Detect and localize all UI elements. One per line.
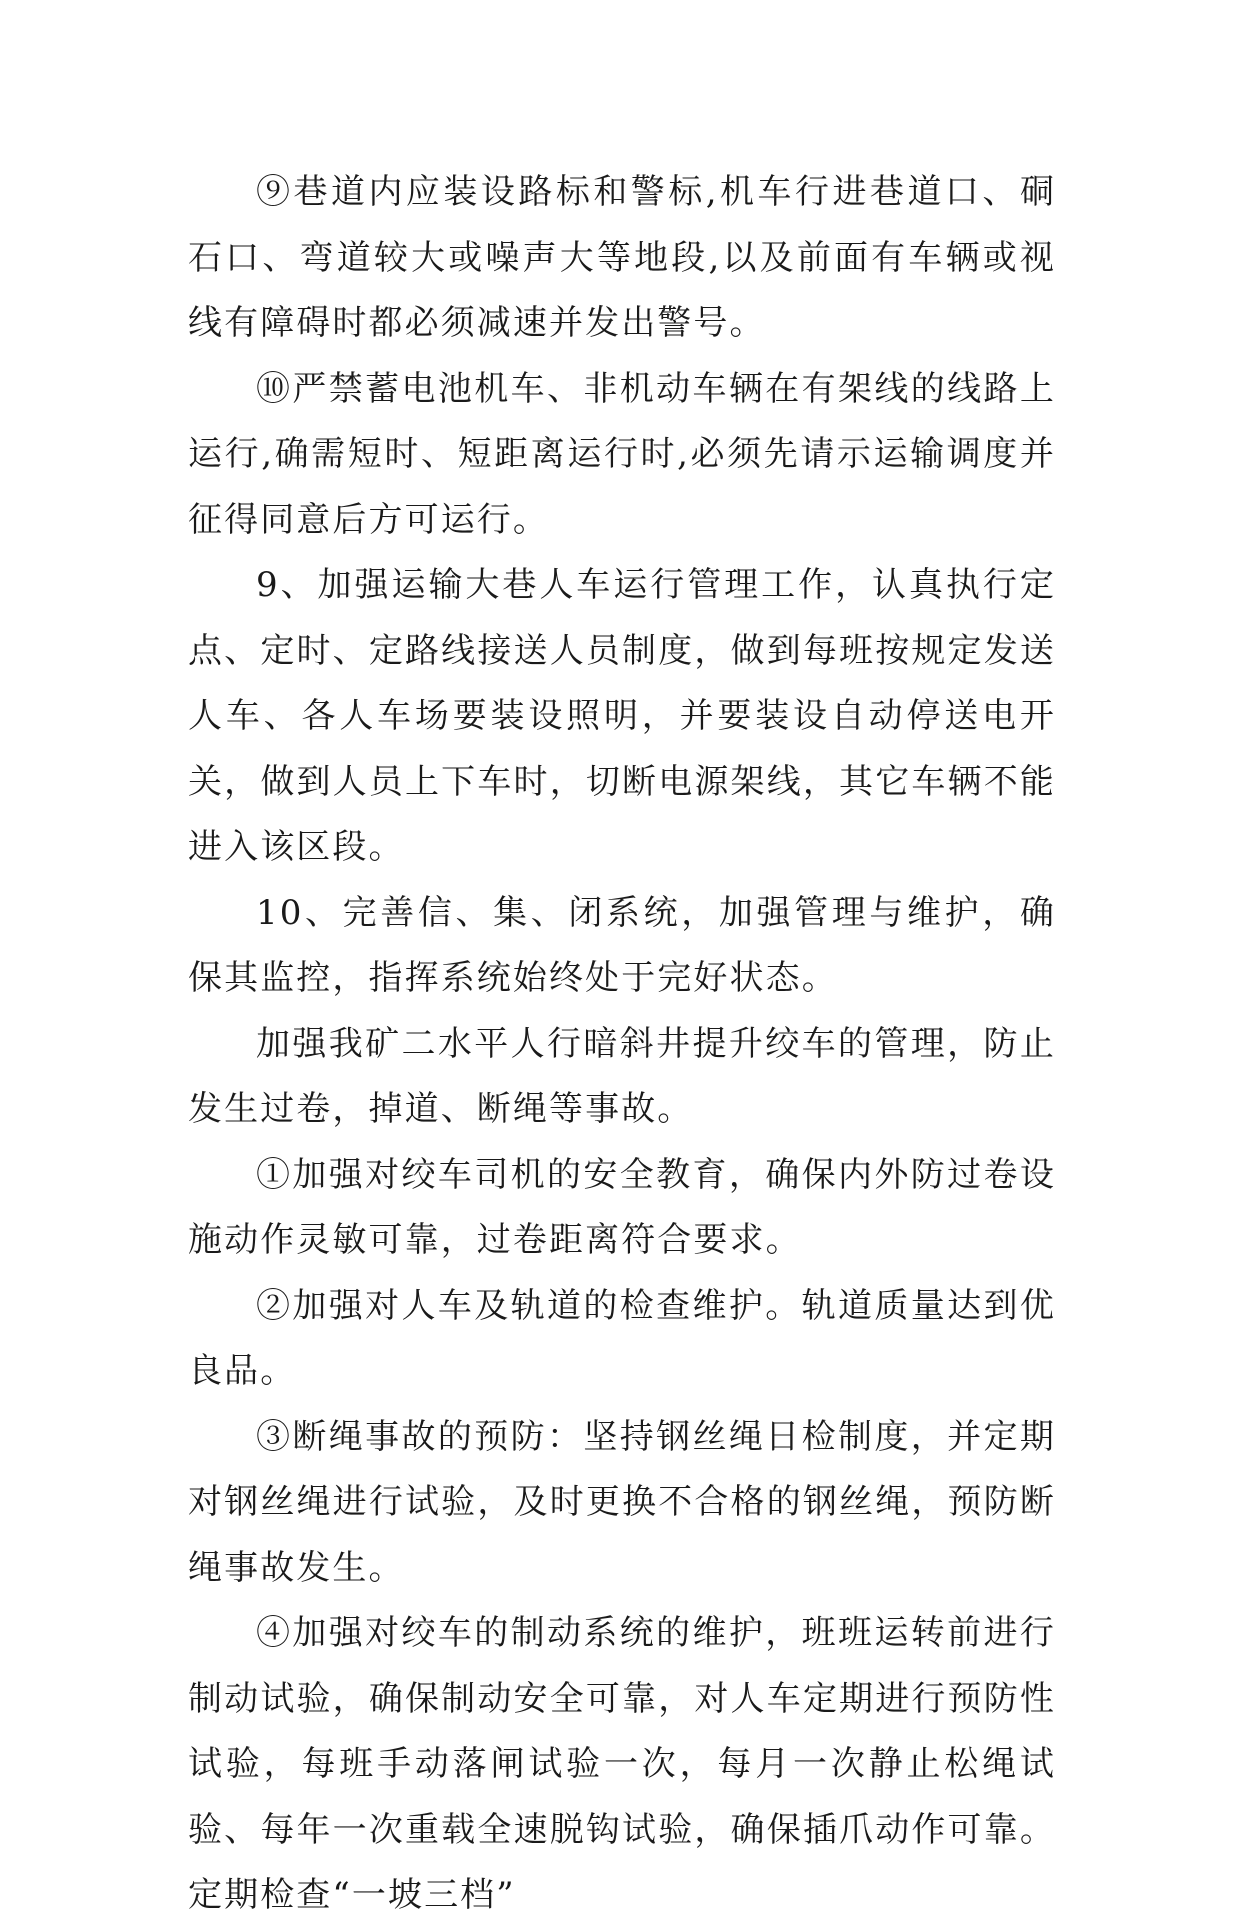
paragraph-item-3-rope-break: ③断绳事故的预防：坚持钢丝绳日检制度，并定期对钢丝绳进行试验，及时更换不合格的钢丝绳，预防断绳事故发生。 (188, 1416, 1056, 1588)
document-body (188, 160, 1056, 1929)
paragraph-incline-winch: 加强我矿二水平人行暗斜井提升绞车的管理，防止发生过卷，掉道、断绳等事故。 (188, 1023, 1056, 1129)
paragraph-item-9-signs: ⑨巷道内应装设路标和警标,机车行进巷道口、硐石口、弯道较大或噪声大等地段,以及前面有车辆或视线有障碍时都必须减速并发出警号。 (188, 172, 1056, 343)
paragraph-section-9-man-car: 9、加强运输大巷人车运行管理工作，认真执行定点、定时、定路线接送人员制度，做到每班按规定发送人车、各人车场要装设照明，并要装设自动停送电开关，做到人员上下车时，切断电源架线，其它车辆不能进入该区段。 (188, 565, 1056, 867)
paragraph-section-10-signal-system: 10、完善信、集、闭系统，加强管理与维护，确保其监控，指挥系统始终处于完好状态。 (188, 892, 1056, 998)
paragraph-item-2-track-maintenance: ②加强对人车及轨道的检查维护。轨道质量达到优良品。 (188, 1285, 1056, 1391)
paragraph-item-1-driver-education: ①加强对绞车司机的安全教育，确保内外防过卷设施动作灵敏可靠，过卷距离符合要求。 (188, 1154, 1056, 1260)
paragraph-item-4-brake-system: ④加强对绞车的制动系统的维护，班班运转前进行制动试验，确保制动安全可靠，对人车定期进行预防性试验，每班手动落闸试验一次，每月一次静止松绳试验、每年一次重载全速脱钩试验，确保插爪动作可靠。定期检查“一坡三档” (188, 1613, 1056, 1915)
paragraph-item-10-battery-locomotive: ⑩严禁蓄电池机车、非机动车辆在有架线的线路上运行,确需短时、短距离运行时,必须先请示运输调度并征得同意后方可运行。 (188, 368, 1056, 540)
